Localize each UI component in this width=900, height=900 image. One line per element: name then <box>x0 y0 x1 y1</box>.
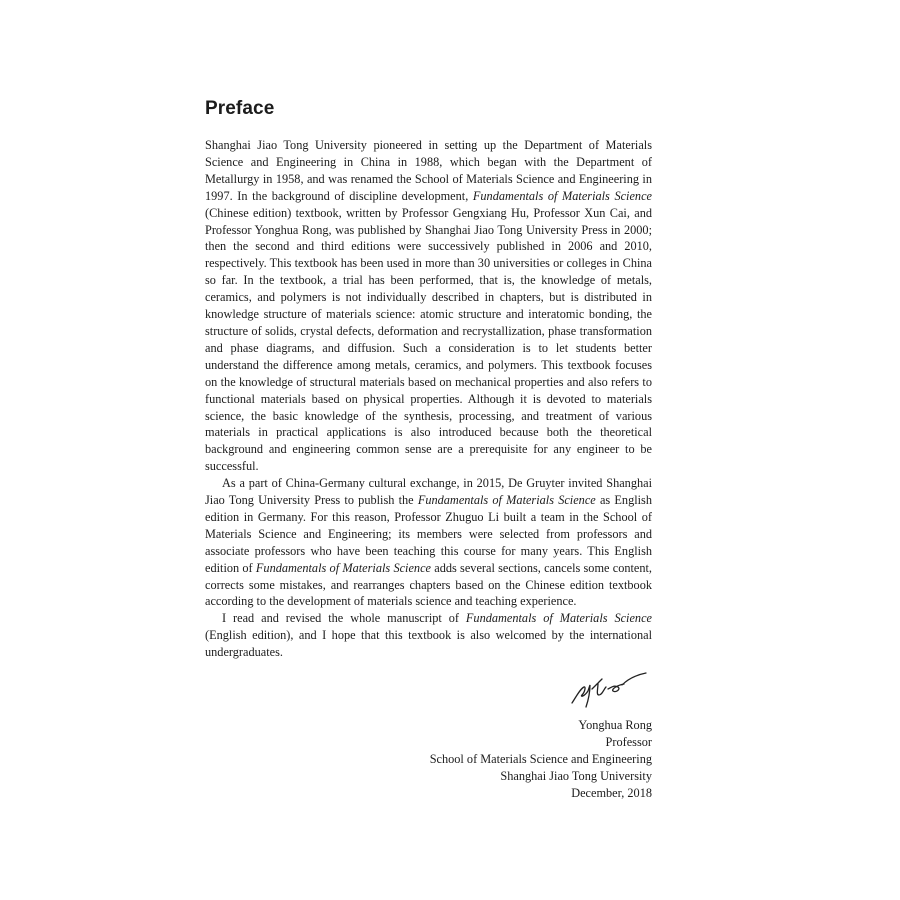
author-school: School of Materials Science and Engineering <box>429 751 652 766</box>
paragraph-1 <box>205 137 652 475</box>
signature-icon <box>566 667 650 711</box>
handwritten-signature <box>205 667 652 713</box>
author-role: Professor <box>605 735 652 749</box>
author-university: Shanghai Jiao Tong University <box>500 768 652 783</box>
paragraph-1-text-c: (Chinese edition) textbook, written by Professor Gengxiang Hu, Professor Xun Cai, and Professor Yonghua Rong, was published by Shanghai Jiao Tong University Press in 2000; then the second and third editions were successively published in 2006 and 2010, respectively. This textbook has been used in more than 30 universities or colleges in China so far. In the textbook, a trial has been performed, that is, the knowledge of metals, ceramics, and polymers is not individually described in chapters, but is distributed in knowledge structure of materials science: atomic structure and interatomic bonding, the structure of solids, crystal defects, deformation and recrystallization, phase transformation and phase diagrams, and diffusion. Such a consideration is to let students better understand the difference among metals, ceramics, and polymers. This textbook focuses on the knowledge of structural materials based on mechanical properties and also refers to functional materials based on physical properties. Although it is devoted to materials science, the basic knowledge of the synthesis, processing, and treatment of various materials in practical applications is also introduced because both the theoretical background and engineering common sense are a prerequisite for any engineer to be successful. <box>205 205 652 474</box>
signoff-date: December, 2018 <box>571 785 652 800</box>
paragraph-3-text-a: I read and revised the whole manuscript of <box>222 611 466 626</box>
book-title-italic: Fundamentals of Materials Science <box>255 560 431 575</box>
book-title-italic: Fundamentals of Materials Science <box>465 611 652 626</box>
page-title: Preface <box>205 98 275 119</box>
paragraph-1-text-a: Shanghai Jiao Tong University pioneered in setting up the Department of Materials Science and Engineering in China in 1988, which began with the Department of Metallurgy in 1958, and was renamed the School of Materials Science and Engineering in 1997. In the background of discipline development, <box>205 138 652 203</box>
paragraph-2-text-e: adds several sections, cancels some content, corrects some mistakes, and rearranges chapters based on the Chinese edition textbook according to the development of materials science and teaching experience. <box>205 560 653 609</box>
signoff-block <box>205 717 652 802</box>
preface-page <box>205 98 652 802</box>
paragraph-2-text-c: as English edition in Germany. For this reason, Professor Zhuguo Li built a team in the School of Materials Science and Engineering; its members were selected from professors and associate professors who have been teaching this course for many years. This English edition of <box>205 493 652 575</box>
book-title-italic: Fundamentals of Materials Science <box>472 188 652 203</box>
paragraph-3-text-c: (English edition), and I hope that this textbook is also welcomed by the international undergraduates. <box>205 628 652 660</box>
paragraph-2 <box>205 475 652 610</box>
paragraph-2-text-a: As a part of China-Germany cultural exchange, in 2015, De Gruyter invited Shanghai Jiao Tong University Press to publish the <box>205 476 652 508</box>
author-name: Yonghua Rong <box>578 718 652 733</box>
book-title-italic: Fundamentals of Materials Science <box>417 493 596 508</box>
paragraph-3 <box>205 610 652 661</box>
